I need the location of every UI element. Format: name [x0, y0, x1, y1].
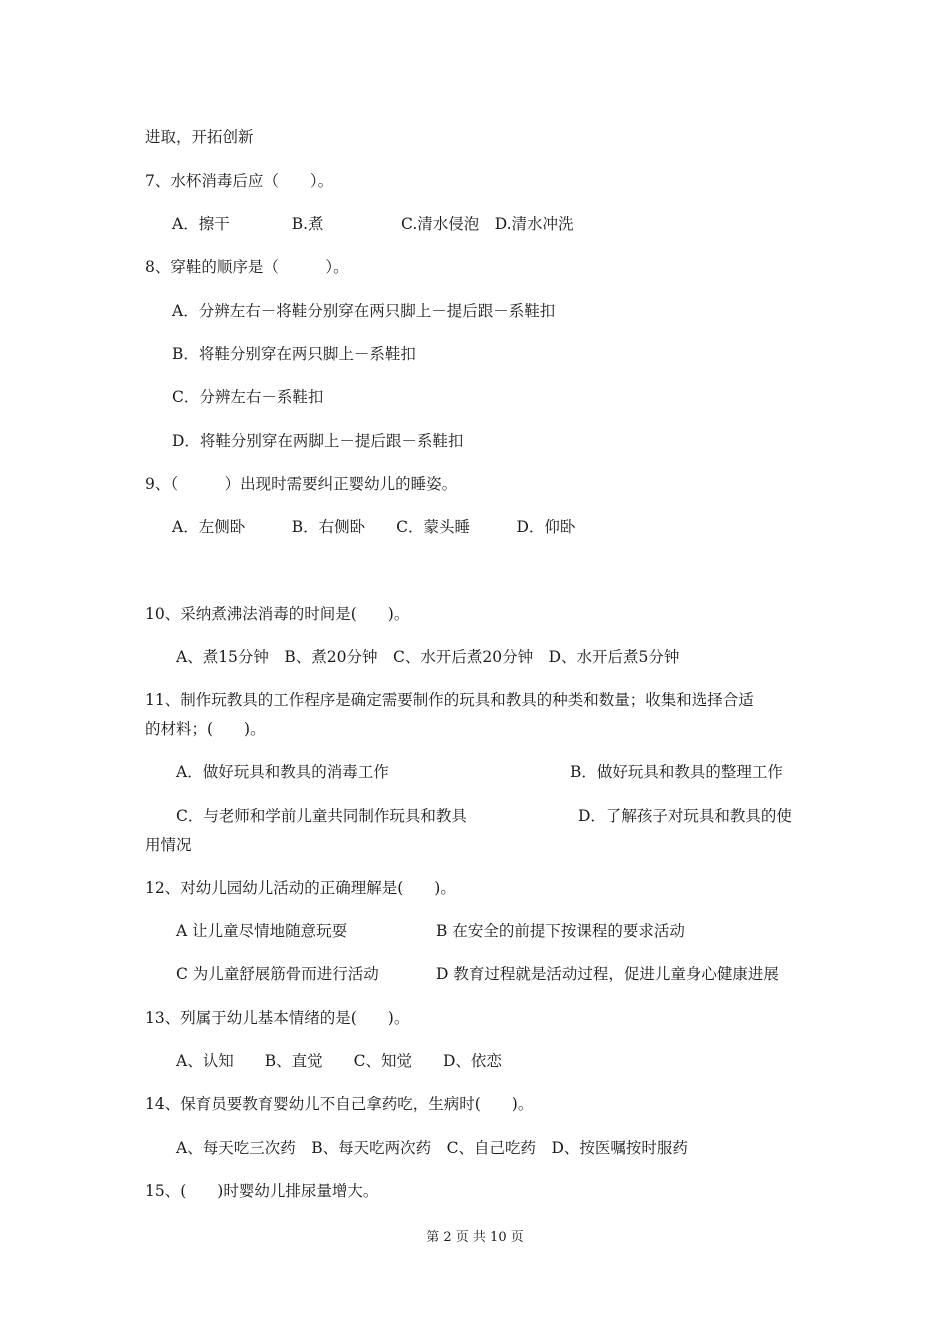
question-11: 11、制作玩教具的工作程序是确定需要制作的玩具和教具的种类和数量；收集和选择合适: [145, 691, 754, 709]
question-7: 7、水杯消毒后应（ ）。: [145, 172, 334, 190]
options-13: A、认知 B、直觉 C、知觉 D、依恋: [176, 1052, 502, 1070]
option-12d: D 教育过程就是活动过程，促进儿童身心健康进展: [436, 965, 779, 983]
options-10: A、煮15分钟 B、煮20分钟 C、水开后煮20分钟 D、水开后煮5分钟: [176, 648, 680, 666]
option-8a: A．分辨左右－将鞋分别穿在两只脚上－提后跟－系鞋扣: [172, 302, 556, 320]
question-11-cont: 的材料；( )。: [145, 720, 266, 738]
options-7: A．擦干 B.煮 C.清水侵泡 D.清水冲洗: [172, 215, 574, 233]
option-12c: C 为儿童舒展筋骨而进行活动: [176, 965, 379, 983]
option-8d: D．将鞋分别穿在两脚上－提后跟－系鞋扣: [172, 432, 464, 450]
question-13: 13、列属于幼儿基本情绪的是( )。: [145, 1009, 410, 1027]
options-9: A．左侧卧 B．右侧卧 C．蒙头睡 D．仰卧: [172, 518, 576, 536]
option-12a: A 让儿童尽情地随意玩耍: [176, 922, 348, 940]
question-12: 12、对幼儿园幼儿活动的正确理解是( )。: [145, 879, 456, 897]
question-14: 14、保育员要教育婴幼儿不自己拿药吃，生病时( )。: [145, 1095, 534, 1113]
option-11b: B．做好玩具和教具的整理工作: [570, 763, 783, 781]
option-8b: B．将鞋分别穿在两只脚上－系鞋扣: [172, 345, 416, 363]
question-15: 15、( )时婴幼儿排尿量增大。: [145, 1182, 379, 1200]
option-12b: B 在安全的前提下按课程的要求活动: [436, 922, 685, 940]
option-11d-cont: 用情况: [145, 836, 192, 854]
question-8: 8、穿鞋的顺序是（ ）。: [145, 258, 349, 276]
question-10: 10、采纳煮沸法消毒的时间是( )。: [145, 605, 410, 623]
page-footer: 第 2 页 共 10 页: [426, 1230, 524, 1245]
question-9: 9、（ ）出现时需要纠正婴幼儿的睡姿。: [145, 475, 458, 493]
option-11c: C．与老师和学前儿童共同制作玩具和教具: [176, 807, 467, 825]
option-8c: C．分辨左右－系鞋扣: [172, 388, 324, 406]
option-11d: D．了解孩子对玩具和教具的使: [578, 807, 792, 825]
options-14: A、每天吃三次药 B、每天吃两次药 C、自己吃药 D、按医嘱按时服药: [176, 1139, 688, 1157]
text-line: 进取，开拓创新: [145, 128, 254, 146]
option-11a: A．做好玩具和教具的消毒工作: [176, 763, 389, 781]
